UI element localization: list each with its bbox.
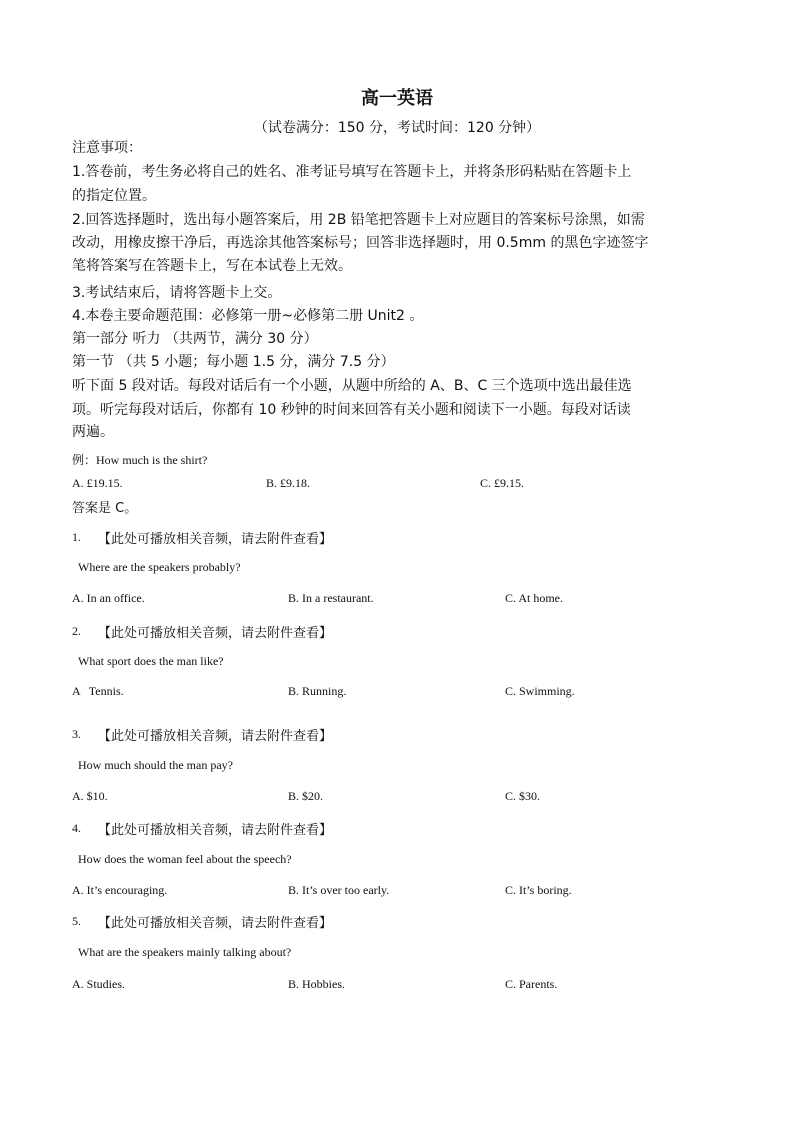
option-b: B. $20. [288, 789, 324, 803]
option-b: B. In a restaurant. [288, 591, 374, 605]
question-stem: How does the woman feel about the speech? [78, 852, 292, 866]
question-stem: What are the speakers mainly talking about? [78, 945, 292, 959]
option-a: A. $10. [72, 789, 108, 803]
part1-heading: 第一部分 听力 （共两节，满分 30 分） [72, 331, 318, 347]
question-number: 3. [72, 727, 81, 741]
note-line: 的指定位置。 [72, 188, 156, 204]
option-b: B. Hobbies. [288, 977, 345, 991]
note-line: 2.回答选择题时，选出每小题答案后，用 2B 铅笔把答题卡上对应题目的答案标号涂黑，如需 [72, 212, 645, 228]
option-c: C. Parents. [505, 977, 558, 991]
page-subtitle: （试卷满分：150 分，考试时间：120 分钟） [253, 120, 541, 136]
question-number: 2. [72, 624, 81, 638]
instruction-line: 两遍。 [72, 424, 114, 440]
instruction-line: 项。听完每段对话后，你都有 10 秒钟的时间来回答有关小题和阅读下一小题。每段对话读 [72, 402, 631, 418]
notes-heading: 注意事项： [72, 140, 142, 156]
example-answer: 答案是 C。 [72, 501, 138, 516]
audio-placeholder[interactable]: 【此处可播放相关音频，请去附件查看】 [98, 626, 333, 641]
option-c: C. Swimming. [505, 684, 575, 698]
note-line: 笔将答案写在答题卡上，写在本试卷上无效。 [72, 258, 352, 274]
option-b: B. It’s over too early. [288, 883, 390, 897]
question-stem: What sport does the man like? [78, 654, 224, 668]
question-stem: Where are the speakers probably? [78, 560, 241, 574]
question-number: 1. [72, 530, 81, 544]
example-option-c: C. £9.15. [480, 476, 525, 490]
audio-placeholder[interactable]: 【此处可播放相关音频，请去附件查看】 [98, 823, 333, 838]
instruction-line: 听下面 5 段对话。每段对话后有一个小题，从题中所给的 A、B、C 三个选项中选出最佳选 [72, 378, 632, 394]
section1-heading: 第一节 （共 5 小题；每小题 1.5 分，满分 7.5 分） [72, 354, 395, 370]
option-c: C. It’s boring. [505, 883, 572, 897]
question-number: 5. [72, 914, 81, 928]
option-c: C. At home. [505, 591, 564, 605]
note-line: 1.答卷前，考生务必将自己的姓名、准考证号填写在答题卡上，并将条形码粘贴在答题卡上 [72, 164, 632, 180]
note-line: 3.考试结束后，请将答题卡上交。 [72, 285, 282, 301]
question-number: 4. [72, 821, 81, 835]
question-stem: How much should the man pay? [78, 758, 233, 772]
example-question: 例：How much is the shirt? [72, 453, 208, 467]
option-a: A. Studies. [72, 977, 126, 991]
option-a: A. It’s encouraging. [72, 883, 168, 897]
note-line: 4.本卷主要命题范围：必修第一册~必修第二册 Unit2 。 [72, 308, 424, 324]
option-b: B. Running. [288, 684, 347, 698]
page-title: 高一英语 [361, 88, 433, 109]
option-a: A. In an office. [72, 591, 145, 605]
audio-placeholder[interactable]: 【此处可播放相关音频，请去附件查看】 [98, 532, 333, 547]
example-option-b: B. £9.18. [266, 476, 311, 490]
option-c: C. $30. [505, 789, 541, 803]
audio-placeholder[interactable]: 【此处可播放相关音频，请去附件查看】 [98, 729, 333, 744]
audio-placeholder[interactable]: 【此处可播放相关音频，请去附件查看】 [98, 916, 333, 931]
note-line: 改动，用橡皮擦干净后，再选涂其他答案标号；回答非选择题时，用 0.5mm 的黑色字迹签字 [72, 235, 649, 251]
option-a: A Tennis. [72, 684, 124, 698]
example-option-a: A. £19.15. [72, 476, 123, 490]
